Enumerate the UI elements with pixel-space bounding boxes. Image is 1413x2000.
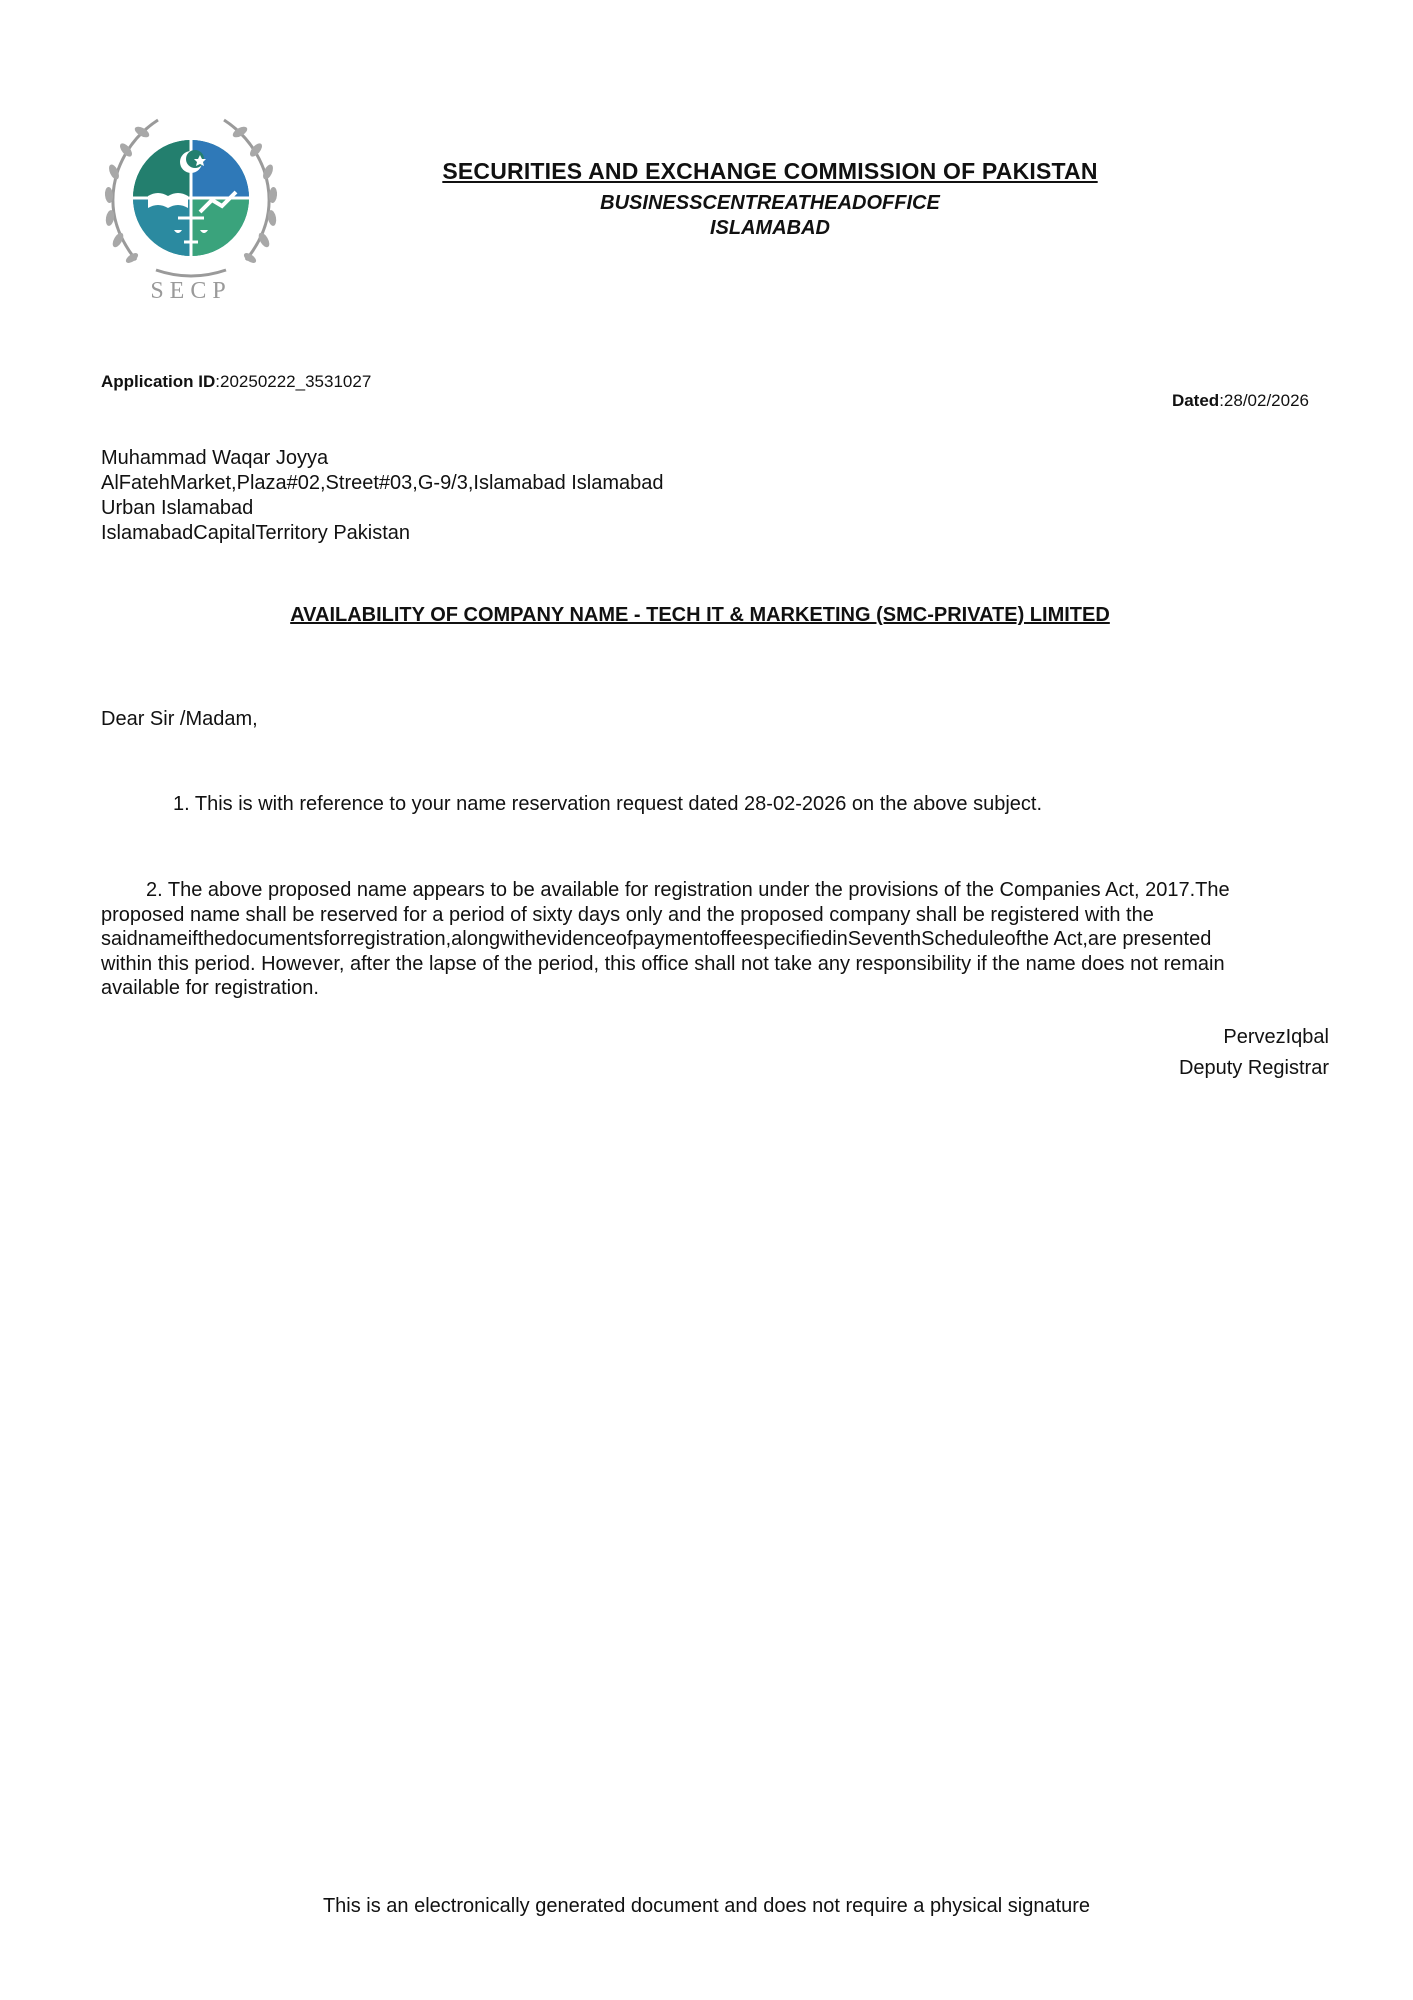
secp-logo-icon bbox=[96, 100, 286, 305]
paragraph-1: 1. This is with reference to your name reservation request dated 28-02-2026 on the above subject. bbox=[173, 793, 1043, 815]
secp-logo-text: SECP bbox=[150, 278, 232, 304]
office-line-2: ISLAMABAD bbox=[710, 217, 830, 239]
address-line-3: IslamabadCapitalTerritory Pakistan bbox=[101, 522, 411, 544]
application-id-value: :20250222_3531027 bbox=[215, 372, 372, 391]
paragraph-2-line-3: saidnameifthedocumentsforregistration,alongwithevidenceofpaymentoffeespecifiedinSeventhScheduleofthe Act,are presented bbox=[101, 928, 1212, 950]
letter-date bbox=[1172, 391, 1309, 411]
letterhead bbox=[300, 157, 1240, 241]
paragraph-2-line-2: proposed name shall be reserved for a period of sixty days only and the proposed company shall be registered with the bbox=[101, 903, 1154, 926]
application-id-label: Application ID bbox=[101, 372, 216, 391]
recipient-address bbox=[101, 446, 664, 546]
signatory-designation: Deputy Registrar bbox=[1178, 1057, 1329, 1079]
paragraph-2 bbox=[101, 878, 1321, 1001]
office-line-1: BUSINESSCENTREATHEADOFFICE bbox=[600, 192, 940, 214]
application-id bbox=[101, 372, 371, 392]
paragraph-2-line-4: within this period. However, after the lapse of the period, this office shall not take any responsibility if the name does not remain bbox=[101, 952, 1225, 975]
secp-logo bbox=[96, 100, 286, 305]
organization-title: SECURITIES AND EXCHANGE COMMISSION OF PAKISTAN bbox=[442, 158, 1098, 184]
footer-note: This is an electronically generated document and does not require a physical signature bbox=[322, 1895, 1091, 1917]
signatory-block bbox=[1179, 1022, 1329, 1084]
dated-label: Dated bbox=[1171, 391, 1220, 410]
paragraph-2-line-1: 2. The above proposed name appears to be available for registration under the provisions of the Companies Act, 2017.The bbox=[146, 879, 1230, 901]
recipient-name: Muhammad Waqar Joyya bbox=[101, 447, 329, 469]
signatory-name: PervezIqbal bbox=[1223, 1026, 1329, 1048]
salutation: Dear Sir /Madam, bbox=[101, 708, 258, 730]
subject-line: AVAILABILITY OF COMPANY NAME - TECH IT & MARKETING (SMC-PRIVATE) LIMITED bbox=[290, 604, 1110, 626]
address-line-1: AlFatehMarket,Plaza#02,Street#03,G-9/3,Islamabad Islamabad bbox=[101, 472, 664, 494]
paragraph-2-line-5: available for registration. bbox=[101, 977, 319, 999]
dated-value: :28/02/2026 bbox=[1219, 391, 1309, 410]
address-line-2: Urban Islamabad bbox=[101, 497, 254, 519]
